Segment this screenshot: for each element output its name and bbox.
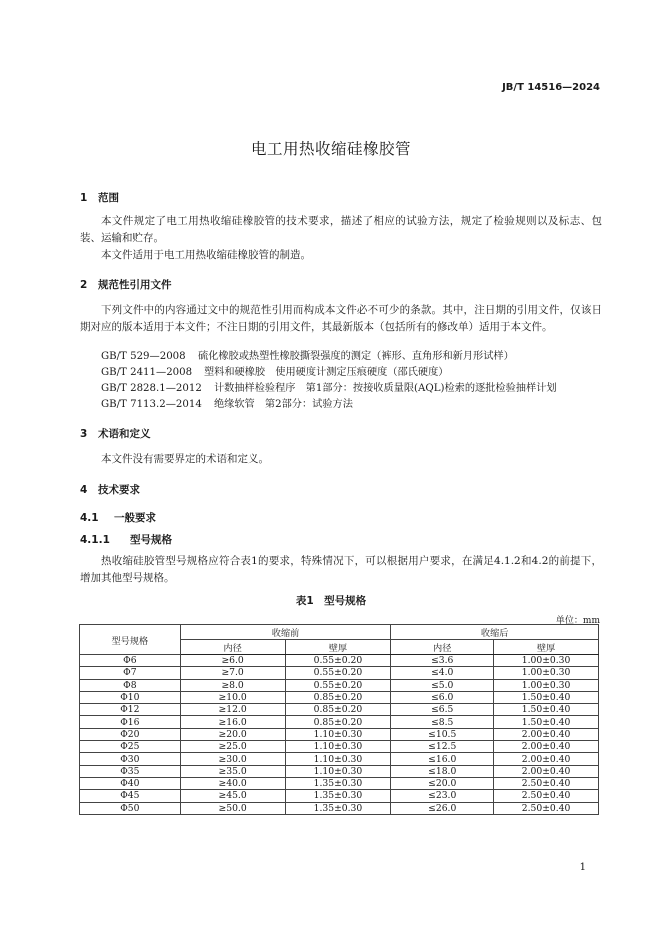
table-caption: 表1 型号规格 (295, 595, 367, 607)
cell-inner-before: ≥12.0 (180, 704, 285, 716)
cell-wall-after: 1.00±0.30 (494, 655, 599, 667)
cell-inner-after: ≤10.5 (391, 728, 494, 740)
cell-wall-after: 2.00±0.40 (494, 741, 599, 753)
cell-wall-before: 1.35±0.30 (285, 790, 391, 802)
cell-model: Φ20 (80, 728, 181, 740)
table-row (80, 679, 599, 691)
cell-inner-after: ≤26.0 (391, 802, 494, 814)
section-heading-scope (80, 190, 119, 205)
cell-inner-before: ≥35.0 (180, 765, 285, 777)
reference-code: GB/T 2411—2008 (101, 367, 193, 378)
cell-inner-after: ≤12.5 (391, 741, 494, 753)
reference-code: GB/T 529—2008 (101, 351, 186, 362)
reference-code: GB/T 7113.2—2014 (101, 399, 202, 410)
cell-wall-after: 2.00±0.40 (494, 753, 599, 765)
terms-paragraph: 本文件没有需要界定的术语和定义。 (101, 453, 269, 465)
section-heading-terms (80, 426, 151, 441)
cell-model: Φ7 (80, 667, 181, 679)
cell-wall-after: 2.00±0.40 (494, 728, 599, 740)
scope-paragraph-2: 本文件适用于电工用热收缩硅橡胶管的制造。 (101, 249, 311, 261)
section-heading-normative-references (80, 277, 172, 292)
subsection-title: 型号规格 (130, 534, 172, 546)
cell-wall-after: 1.50±0.40 (494, 691, 599, 703)
cell-wall-before: 1.10±0.30 (285, 728, 391, 740)
cell-inner-before: ≥8.0 (180, 679, 285, 691)
cell-inner-after: ≤5.0 (391, 679, 494, 691)
cell-inner-after: ≤6.5 (391, 704, 494, 716)
cell-wall-before: 1.10±0.30 (285, 741, 391, 753)
cell-inner-after: ≤4.0 (391, 667, 494, 679)
cell-model: Φ35 (80, 765, 181, 777)
subsection-number: 4.1 (80, 512, 99, 524)
section-title: 术语和定义 (98, 428, 151, 440)
cell-wall-after: 1.50±0.40 (494, 716, 599, 728)
header-model: 型号规格 (80, 625, 181, 655)
header-after-shrink: 收缩后 (391, 625, 599, 640)
section-title: 技术要求 (98, 484, 140, 496)
table-row (80, 716, 599, 728)
table-row (80, 802, 599, 814)
cell-model: Φ40 (80, 777, 181, 789)
reference-name: 计数抽样检验程序 第1部分：按接收质量限(AQL)检索的逐批检验抽样计划 (214, 383, 557, 394)
subsection-heading-general (80, 510, 156, 525)
section-heading-technical-requirements (80, 482, 140, 497)
cell-model: Φ16 (80, 716, 181, 728)
subsection-heading-model-spec (80, 532, 172, 547)
cell-inner-after: ≤3.6 (391, 655, 494, 667)
section-number: 3 (80, 428, 88, 440)
cell-inner-before: ≥40.0 (180, 777, 285, 789)
cell-inner-after: ≤8.5 (391, 716, 494, 728)
cell-wall-before: 0.55±0.20 (285, 667, 391, 679)
cell-wall-before: 0.55±0.20 (285, 655, 391, 667)
cell-wall-before: 0.85±0.20 (285, 716, 391, 728)
scope-paragraph-1: 本文件规定了电工用热收缩硅橡胶管的技术要求，描述了相应的试验方法，规定了检验规则以及标志、包装、运输和贮存。 (80, 215, 602, 244)
header-wall-thickness: 壁厚 (494, 640, 599, 655)
subsection-number: 4.1.1 (80, 534, 110, 546)
section-number: 4 (80, 484, 88, 496)
table-unit: 单位：mm (555, 616, 600, 626)
cell-wall-after: 2.50±0.40 (494, 790, 599, 802)
table-row (80, 777, 599, 789)
cell-model: Φ45 (80, 790, 181, 802)
cell-wall-before: 1.10±0.30 (285, 753, 391, 765)
cell-wall-after: 1.50±0.40 (494, 704, 599, 716)
subsection-title: 一般要求 (114, 512, 156, 524)
cell-wall-before: 0.85±0.20 (285, 704, 391, 716)
reference-item (101, 365, 611, 381)
cell-inner-after: ≤20.0 (391, 777, 494, 789)
cell-wall-before: 1.35±0.30 (285, 777, 391, 789)
cell-wall-after: 2.00±0.40 (494, 765, 599, 777)
cell-inner-before: ≥16.0 (180, 716, 285, 728)
page-number: 1 (579, 862, 586, 873)
cell-inner-after: ≤6.0 (391, 691, 494, 703)
table-row (80, 655, 599, 667)
reference-item (101, 381, 611, 397)
cell-inner-before: ≥25.0 (180, 741, 285, 753)
reference-name: 绝缘软管 第2部分：试验方法 (214, 399, 353, 410)
cell-inner-before: ≥20.0 (180, 728, 285, 740)
table-row (80, 765, 599, 777)
cell-wall-after: 2.50±0.40 (494, 777, 599, 789)
reference-list (101, 349, 611, 413)
section-title: 范围 (98, 192, 119, 204)
cell-inner-before: ≥10.0 (180, 691, 285, 703)
table-row (80, 790, 599, 802)
cell-inner-before: ≥7.0 (180, 667, 285, 679)
cell-inner-after: ≤18.0 (391, 765, 494, 777)
table-row (80, 753, 599, 765)
cell-model: Φ8 (80, 679, 181, 691)
reference-item (101, 397, 611, 413)
cell-model: Φ6 (80, 655, 181, 667)
model-spec-table (79, 624, 599, 815)
section-number: 2 (80, 279, 88, 291)
header-inner-diameter: 内径 (391, 640, 494, 655)
cell-inner-before: ≥6.0 (180, 655, 285, 667)
reference-code: GB/T 2828.1—2012 (101, 383, 202, 394)
cell-model: Φ50 (80, 802, 181, 814)
cell-wall-before: 0.55±0.20 (285, 679, 391, 691)
cell-wall-before: 1.10±0.30 (285, 765, 391, 777)
table-row (80, 741, 599, 753)
cell-inner-before: ≥30.0 (180, 753, 285, 765)
cell-wall-before: 0.85±0.20 (285, 691, 391, 703)
document-title: 电工用热收缩硅橡胶管 (250, 140, 411, 158)
cell-model: Φ30 (80, 753, 181, 765)
table-row (80, 691, 599, 703)
table-row (80, 704, 599, 716)
cell-inner-before: ≥45.0 (180, 790, 285, 802)
table-body (80, 655, 599, 815)
model-spec-paragraph: 热收缩硅胶管型号规格应符合表1的要求，特殊情况下，可以根据用户要求，在满足4.1.2和4.2的前提下，增加其他型号规格。 (80, 555, 602, 584)
table-row (80, 667, 599, 679)
cell-model: Φ25 (80, 741, 181, 753)
cell-wall-after: 1.00±0.30 (494, 667, 599, 679)
header-wall-thickness: 壁厚 (285, 640, 391, 655)
references-intro-paragraph: 下列文件中的内容通过文中的规范性引用而构成本文件必不可少的条款。其中，注日期的引用文件，仅该日期对应的版本适用于本文件；不注日期的引用文件，其最新版本（包括所有的修改单）适用于本文件。 (80, 304, 602, 333)
cell-wall-before: 1.35±0.30 (285, 802, 391, 814)
cell-inner-after: ≤23.0 (391, 790, 494, 802)
section-title: 规范性引用文件 (98, 279, 172, 291)
cell-model: Φ10 (80, 691, 181, 703)
reference-item (101, 349, 611, 365)
cell-model: Φ12 (80, 704, 181, 716)
reference-name: 硫化橡胶或热塑性橡胶撕裂强度的测定（裤形、直角形和新月形试样） (198, 351, 514, 362)
document-number: JB/T 14516—2024 (502, 82, 600, 93)
table-row (80, 728, 599, 740)
cell-inner-before: ≥50.0 (180, 802, 285, 814)
reference-name: 塑料和硬橡胶 使用硬度计测定压痕硬度（邵氏硬度） (204, 367, 449, 378)
header-before-shrink: 收缩前 (180, 625, 391, 640)
cell-wall-after: 2.50±0.40 (494, 802, 599, 814)
header-inner-diameter: 内径 (180, 640, 285, 655)
cell-inner-after: ≤16.0 (391, 753, 494, 765)
cell-wall-after: 1.00±0.30 (494, 679, 599, 691)
section-number: 1 (80, 192, 88, 204)
